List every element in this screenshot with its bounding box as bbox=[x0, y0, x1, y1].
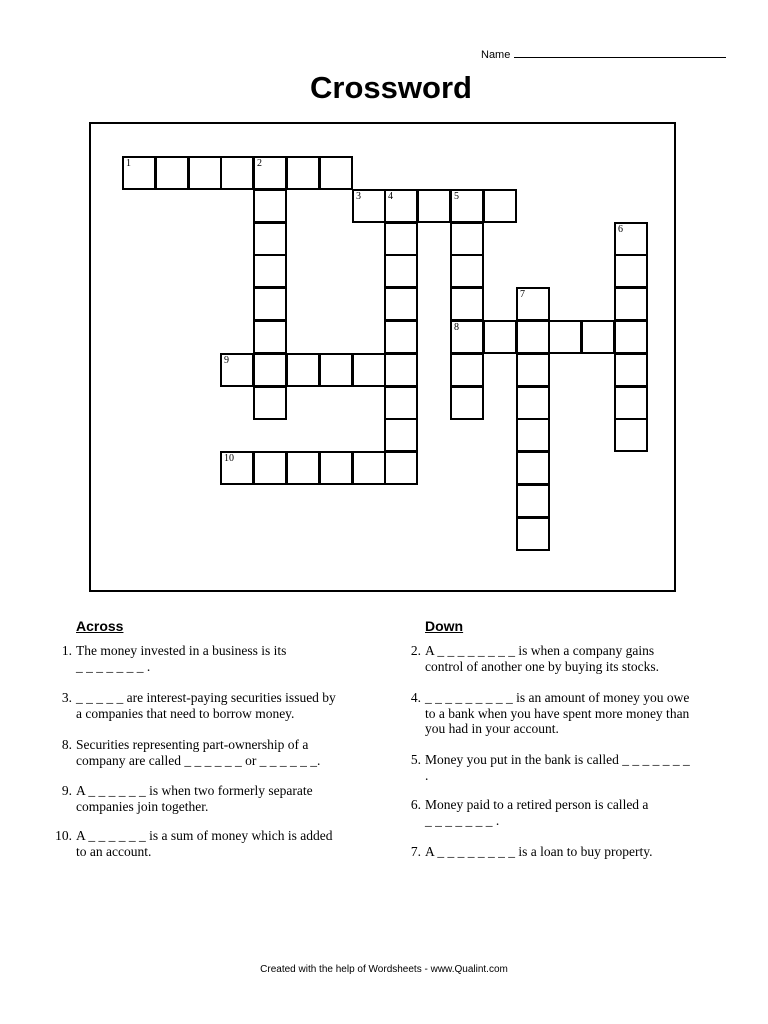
grid-cell[interactable] bbox=[384, 418, 418, 452]
grid-cell[interactable] bbox=[516, 517, 550, 551]
clue-text-line: _ _ _ _ _ _ _ . bbox=[425, 812, 500, 828]
down-clue-2 bbox=[399, 643, 659, 674]
grid-cell[interactable] bbox=[384, 386, 418, 420]
grid-cell[interactable] bbox=[253, 287, 287, 321]
grid-cell[interactable] bbox=[220, 156, 254, 190]
page-title: Crossword bbox=[310, 70, 472, 105]
clue-number-label: 6 bbox=[618, 224, 623, 235]
down-clue-4 bbox=[399, 690, 689, 737]
grid-cell[interactable] bbox=[614, 254, 648, 288]
grid-cell[interactable] bbox=[253, 156, 287, 190]
clue-number: 2. bbox=[410, 643, 421, 658]
clue-text-line: company are called _ _ _ _ _ _ or _ _ _ _ _ _. bbox=[76, 752, 321, 768]
down-clue-5 bbox=[399, 752, 690, 783]
grid-cell[interactable] bbox=[450, 189, 484, 223]
grid-cell[interactable] bbox=[516, 418, 550, 452]
clue-number: 9. bbox=[61, 783, 72, 798]
clue-number-label: 5 bbox=[454, 191, 459, 202]
clue-text-line: control of another one by buying its stocks. bbox=[425, 658, 659, 674]
grid-cell[interactable] bbox=[450, 222, 484, 256]
clue-text-line: Money paid to a retired person is called a bbox=[425, 797, 649, 812]
grid-cell[interactable] bbox=[384, 222, 418, 256]
clue-text-line: A _ _ _ _ _ _ _ _ is a loan to buy property. bbox=[425, 844, 653, 859]
grid-cell[interactable] bbox=[450, 320, 484, 354]
grid-cell[interactable] bbox=[384, 254, 418, 288]
grid-cell[interactable] bbox=[450, 254, 484, 288]
clue-number: 7. bbox=[410, 844, 421, 859]
grid-cell[interactable] bbox=[319, 353, 353, 387]
grid-cell[interactable] bbox=[188, 156, 222, 190]
across-clue-3 bbox=[50, 690, 336, 721]
clue-text-line: Money you put in the bank is called _ _ _ _ _ _ _ bbox=[425, 752, 690, 767]
grid-cell[interactable] bbox=[614, 222, 648, 256]
clue-number: 5. bbox=[410, 752, 421, 767]
grid-cell[interactable] bbox=[352, 189, 386, 223]
grid-cell[interactable] bbox=[483, 320, 517, 354]
clue-number-label: 7 bbox=[520, 289, 525, 300]
name-label: Name bbox=[481, 49, 511, 61]
grid-cell[interactable] bbox=[548, 320, 582, 354]
grid-cell[interactable] bbox=[614, 386, 648, 420]
clue-number-label: 10 bbox=[224, 453, 234, 464]
clue-number: 8. bbox=[61, 737, 72, 752]
grid-cell[interactable] bbox=[516, 320, 550, 354]
clue-number: 10. bbox=[55, 828, 72, 843]
grid-cell[interactable] bbox=[614, 320, 648, 354]
grid-cell[interactable] bbox=[253, 320, 287, 354]
clue-number: 3. bbox=[61, 690, 72, 705]
grid-cell[interactable] bbox=[352, 353, 386, 387]
clue-text-line: to an account. bbox=[76, 843, 152, 859]
grid-cell[interactable] bbox=[516, 287, 550, 321]
clue-number: 1. bbox=[61, 643, 72, 658]
grid-cell[interactable] bbox=[614, 287, 648, 321]
grid-cell[interactable] bbox=[352, 451, 386, 485]
clue-text-line: . bbox=[425, 767, 429, 783]
grid-cell[interactable] bbox=[286, 156, 320, 190]
grid-cell[interactable] bbox=[516, 484, 550, 518]
clue-text-line: you had in your account. bbox=[425, 721, 559, 736]
grid-cell[interactable] bbox=[220, 451, 254, 485]
clue-text-line: _ _ _ _ _ are interest-paying securities issued by bbox=[76, 690, 336, 705]
clue-text-line: companies join together. bbox=[76, 798, 209, 814]
clue-text-line: _ _ _ _ _ _ _ _ _ is an amount of money you owe bbox=[425, 690, 690, 705]
clue-number-label: 3 bbox=[356, 191, 361, 202]
across-clue-9 bbox=[50, 783, 313, 814]
clue-number-label: 4 bbox=[388, 191, 393, 202]
grid-cell[interactable] bbox=[220, 353, 254, 387]
clue-number: 6. bbox=[410, 797, 421, 812]
clue-number-label: 8 bbox=[454, 322, 459, 333]
grid-cell[interactable] bbox=[122, 156, 156, 190]
grid-cell[interactable] bbox=[253, 222, 287, 256]
grid-cell[interactable] bbox=[450, 353, 484, 387]
grid-cell[interactable] bbox=[286, 451, 320, 485]
grid-cell[interactable] bbox=[417, 189, 451, 223]
grid-cell[interactable] bbox=[450, 287, 484, 321]
grid-cell[interactable] bbox=[581, 320, 615, 354]
grid-cell[interactable] bbox=[253, 353, 287, 387]
grid-cell[interactable] bbox=[384, 451, 418, 485]
across-clue-10 bbox=[50, 828, 332, 859]
across-clue-1 bbox=[50, 643, 286, 674]
clue-text-line: a companies that need to borrow money. bbox=[76, 705, 295, 721]
grid-cell[interactable] bbox=[319, 156, 353, 190]
clue-number-label: 9 bbox=[224, 355, 229, 366]
grid-cell[interactable] bbox=[384, 353, 418, 387]
down-clue-6 bbox=[399, 797, 648, 828]
grid-cell[interactable] bbox=[253, 189, 287, 223]
grid-cell[interactable] bbox=[516, 451, 550, 485]
footer-credit: Created with the help of Wordsheets - www.Qualint.com bbox=[260, 964, 508, 975]
grid-cell[interactable] bbox=[384, 287, 418, 321]
grid-cell[interactable] bbox=[319, 451, 353, 485]
clue-number-label: 1 bbox=[126, 158, 131, 169]
across-heading: Across bbox=[76, 618, 124, 634]
grid-cell[interactable] bbox=[253, 254, 287, 288]
clue-text-line: Securities representing part-ownership of a bbox=[76, 737, 309, 752]
clue-text-line: A _ _ _ _ _ _ is a sum of money which is added bbox=[76, 828, 333, 843]
clue-text-line: to a bank when you have spent more money than bbox=[425, 705, 690, 721]
down-heading: Down bbox=[425, 618, 464, 634]
grid-cell[interactable] bbox=[253, 451, 287, 485]
clue-number: 4. bbox=[410, 690, 421, 705]
grid-cell[interactable] bbox=[384, 189, 418, 223]
grid-cell[interactable] bbox=[516, 386, 550, 420]
clue-text-line: A _ _ _ _ _ _ is when two formerly separate bbox=[76, 783, 313, 798]
clue-text-line: A _ _ _ _ _ _ _ _ is when a company gains bbox=[425, 643, 655, 658]
across-clue-8 bbox=[50, 737, 320, 768]
grid-cell[interactable] bbox=[516, 353, 550, 387]
grid-cell[interactable] bbox=[614, 418, 648, 452]
grid-cell[interactable] bbox=[286, 353, 320, 387]
grid-cell[interactable] bbox=[384, 320, 418, 354]
grid-cell[interactable] bbox=[253, 386, 287, 420]
grid-cell[interactable] bbox=[155, 156, 189, 190]
down-clue-7 bbox=[399, 844, 652, 860]
grid-cell[interactable] bbox=[483, 189, 517, 223]
grid-cell[interactable] bbox=[450, 386, 484, 420]
clue-text-line: _ _ _ _ _ _ _ . bbox=[76, 658, 151, 674]
clue-number-label: 2 bbox=[257, 158, 262, 169]
grid-cell[interactable] bbox=[614, 353, 648, 387]
clue-text-line: The money invested in a business is its bbox=[76, 643, 287, 658]
